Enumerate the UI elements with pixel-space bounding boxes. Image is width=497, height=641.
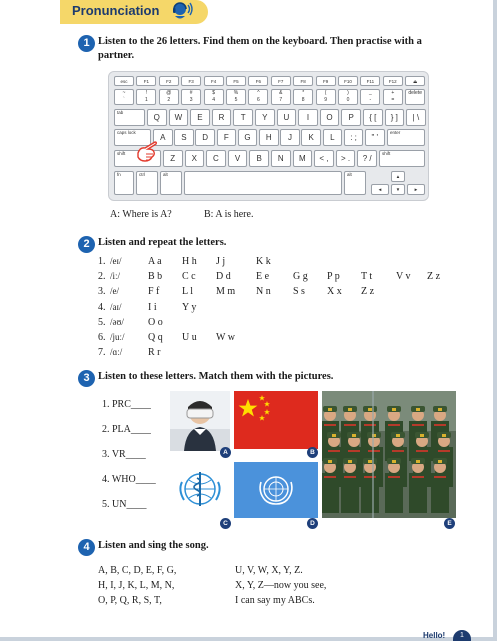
key-letter: I <box>298 109 318 126</box>
key-number <box>204 89 224 105</box>
key-letter: O <box>320 109 340 126</box>
key-shift-right: shift <box>379 150 425 167</box>
photo-china-flag <box>234 391 318 449</box>
song-line: U, V, W, X, Y, Z. <box>235 565 303 576</box>
letter-pair: V v <box>396 271 411 283</box>
photo-who-emblem <box>170 462 230 517</box>
key-number <box>360 89 380 105</box>
key-symbol: ` <box>123 97 125 103</box>
key-letter: ? / <box>357 150 377 167</box>
song-column-1 <box>98 563 176 608</box>
page-title: Pronunciation <box>72 3 160 18</box>
song-line: O, P, Q, R, S, T, <box>98 595 162 606</box>
letter-pair: U u <box>182 332 197 343</box>
key-number <box>316 89 336 105</box>
letter-pair: G g <box>293 271 308 283</box>
photo-tag-a: A <box>220 447 231 458</box>
key-number <box>293 89 313 105</box>
key-fn: F4 <box>204 76 224 86</box>
key-symbol: 7 <box>279 97 283 103</box>
letter-pair: A a <box>148 256 162 267</box>
key-letter: X <box>185 150 205 167</box>
letter-pair: S s <box>293 286 305 298</box>
key-number <box>181 89 201 105</box>
key-tab: tab <box>114 109 145 126</box>
key-letter: V <box>228 150 248 167</box>
row-number: 2. <box>98 271 106 283</box>
letter-pair: M m <box>216 286 236 298</box>
song-line: A, B, C, D, E, F, G, <box>98 565 177 576</box>
phonetic-symbol: /əʊ/ <box>110 316 124 327</box>
key-letter: Z <box>163 150 183 167</box>
headset-speaking-icon <box>171 1 193 21</box>
letter-pair: Z z <box>427 271 441 283</box>
key-shift-left: shift <box>114 150 161 167</box>
key-enter: enter <box>387 129 425 146</box>
match-item-who: 4. WHO____ <box>102 474 156 485</box>
key-caps-lock: caps lock <box>114 129 151 146</box>
phonetic-symbol: /ɑː/ <box>110 347 123 358</box>
key-shift-symbol: ^ <box>257 90 260 96</box>
letter-pair: E e <box>256 271 270 283</box>
key-fn: F12 <box>383 76 403 86</box>
key-letter: { [ <box>363 109 383 126</box>
key-letter: Q <box>147 109 167 126</box>
row-number: 3. <box>98 286 106 298</box>
letter-pair: B b <box>148 271 163 283</box>
key-letter: T <box>233 109 253 126</box>
section-2-number: 2 <box>78 236 95 253</box>
key-symbol: 2 <box>167 97 171 103</box>
phonetic-symbol: /aɪ/ <box>110 301 122 312</box>
keyboard-illustration <box>108 71 429 201</box>
key-letter: U <box>277 109 297 126</box>
match-item-prc: 1. PRC____ <box>102 399 151 410</box>
section-3-number: 3 <box>78 370 95 387</box>
key-fn: F10 <box>338 76 358 86</box>
key-fn: F6 <box>248 76 268 86</box>
key-letter: G <box>238 129 258 146</box>
footer-unit-label: Hello! <box>423 631 446 640</box>
key-fn: F8 <box>293 76 313 86</box>
key-number <box>338 89 358 105</box>
letter-pair: F f <box>148 286 160 298</box>
key-letter: Y <box>255 109 275 126</box>
key-letter: E <box>190 109 210 126</box>
key-symbol: 8 <box>301 97 305 103</box>
phonetic-symbol: /iː/ <box>110 271 121 282</box>
row-number: 1. <box>98 256 106 267</box>
key-letter: J <box>280 129 300 146</box>
pointing-hand-icon <box>135 141 161 165</box>
key-symbol: 3 <box>189 97 193 103</box>
section-1-number: 1 <box>78 35 95 52</box>
key-shift-symbol: ( <box>324 90 327 96</box>
letter-pair: T t <box>361 271 373 283</box>
section-4-instruction: Listen and sing the song. <box>98 540 209 551</box>
key-fn: F9 <box>316 76 336 86</box>
key-space <box>184 171 342 195</box>
key-shift-symbol: * <box>302 90 305 96</box>
key-shift-symbol: ) <box>347 90 349 96</box>
key-letter: L <box>323 129 343 146</box>
key-shift-symbol: _ <box>369 90 372 96</box>
photo-tag-b: B <box>307 447 318 458</box>
key-shift-symbol: @ <box>166 90 172 96</box>
match-item-vr: 3. VR____ <box>102 449 146 460</box>
key-shift-symbol: ! <box>145 90 148 96</box>
letter-pair: R r <box>148 347 161 359</box>
key-symbol: - <box>369 97 372 103</box>
letter-pair: K k <box>256 256 271 267</box>
key-symbol: 4 <box>212 97 215 103</box>
key-symbol: = <box>391 97 395 103</box>
section-1-instruction: Listen to the 26 letters. Find them on the keyboard. Then practise with a partner. <box>98 36 422 61</box>
letter-pair: L l <box>182 286 194 298</box>
letter-pair: C c <box>182 271 196 283</box>
key-number <box>136 89 156 105</box>
key-number <box>405 89 425 105</box>
dialog-line-a: A: Where is A? <box>110 209 172 220</box>
song-line: X, Y, Z—now you see, <box>235 580 327 591</box>
row-number: 6. <box>98 332 106 343</box>
arrow-left-icon: ◄ <box>371 184 389 195</box>
key-letter: C <box>206 150 226 167</box>
key-letter: > . <box>336 150 356 167</box>
letter-pair: J j <box>216 256 226 267</box>
key-letter: A <box>153 129 173 146</box>
key-fn: F2 <box>159 76 179 86</box>
letter-pair: D d <box>216 271 231 283</box>
row-number: 5. <box>98 316 106 328</box>
section-4-number: 4 <box>78 539 95 556</box>
key-number <box>159 89 179 105</box>
letter-pair: X x <box>327 286 342 298</box>
key-fn: F7 <box>271 76 291 86</box>
photo-tag-c: C <box>220 518 231 529</box>
key-shift-symbol: ~ <box>122 90 126 96</box>
key-ctrl: ctrl <box>136 171 158 195</box>
letter-pair: O o <box>148 316 163 328</box>
key-letter: W <box>169 109 189 126</box>
key-number <box>248 89 268 105</box>
key-fn: F1 <box>136 76 156 86</box>
key-letter: F <box>217 129 237 146</box>
letter-pair: H h <box>182 256 197 267</box>
key-symbol: 9 <box>324 97 327 103</box>
photo-tag-d: D <box>307 518 318 529</box>
match-item-un: 5. UN____ <box>102 499 147 510</box>
key-letter: : ; <box>344 129 364 146</box>
key-letter: K <box>301 129 321 146</box>
key-letter: S <box>174 129 194 146</box>
key-letter: B <box>249 150 269 167</box>
dialog-line-b: B: A is here. <box>204 209 254 220</box>
letter-pair: Z z <box>361 286 375 298</box>
key-alt-right: alt <box>344 171 366 195</box>
key-symbol: 6 <box>257 97 260 103</box>
key-number <box>271 89 291 105</box>
key-letter: R <box>212 109 232 126</box>
section-2-instruction: Listen and repeat the letters. <box>98 237 227 248</box>
key-alt-left: alt <box>160 171 182 195</box>
section-3-instruction: Listen to these letters. Match them with the pictures. <box>98 371 334 382</box>
match-item-pla: 2. PLA____ <box>102 424 151 435</box>
key-symbol: 0 <box>346 97 350 103</box>
arrow-down-icon: ▼ <box>391 184 405 195</box>
phonetic-symbol: /juː/ <box>110 332 125 342</box>
key-letter: D <box>195 129 215 146</box>
photo-vr-headset <box>170 391 230 451</box>
key-number <box>226 89 246 105</box>
key-letter: } ] <box>385 109 405 126</box>
song-column-2 <box>235 563 326 608</box>
song-line: I can say my ABCs. <box>235 595 315 606</box>
arrow-up-icon: ▲ <box>391 171 405 182</box>
key-letter: " ' <box>365 129 385 146</box>
key-shift-symbol: & <box>279 90 283 96</box>
key-shift-symbol: + <box>391 90 395 96</box>
key-letter: | \ <box>406 109 426 126</box>
key-fn-lower: fn <box>114 171 134 195</box>
letter-pair: W w <box>216 332 235 343</box>
key-fn: F5 <box>226 76 246 86</box>
key-shift-symbol: # <box>189 90 193 96</box>
key-fn: ⏏ <box>405 76 425 86</box>
song-line: H, I, J, K, L, M, N, <box>98 580 175 591</box>
letter-pair: Y y <box>182 301 197 313</box>
photo-un-flag <box>234 462 318 518</box>
key-letter: N <box>271 150 291 167</box>
page-number: 1 <box>453 630 471 641</box>
row-number: 4. <box>98 301 106 313</box>
key-letter: P <box>341 109 361 126</box>
photo-tag-e: E <box>444 518 455 529</box>
key-symbol: 5 <box>234 97 238 103</box>
key-letter: H <box>259 129 279 146</box>
letter-pair: Q q <box>148 332 163 343</box>
phonetic-symbol: /e/ <box>110 286 119 297</box>
letter-pair: I i <box>148 301 157 313</box>
phonetic-symbol: /eɪ/ <box>110 256 122 266</box>
key-number <box>114 89 134 105</box>
key-shift-symbol: $ <box>212 90 215 96</box>
letter-pair: P p <box>327 271 340 283</box>
key-fn: F3 <box>181 76 201 86</box>
letter-pair: N n <box>256 286 271 298</box>
key-symbol: delete <box>408 90 422 96</box>
row-number: 7. <box>98 347 106 359</box>
arrow-right-icon: ► <box>407 184 425 195</box>
key-letter: < , <box>314 150 334 167</box>
key-fn: esc <box>114 76 134 86</box>
key-number <box>383 89 403 105</box>
key-fn: F11 <box>360 76 380 86</box>
key-symbol: 1 <box>145 97 148 103</box>
key-shift-symbol: % <box>233 90 239 96</box>
photo-pla-soldiers <box>322 391 456 518</box>
key-letter: M <box>293 150 313 167</box>
